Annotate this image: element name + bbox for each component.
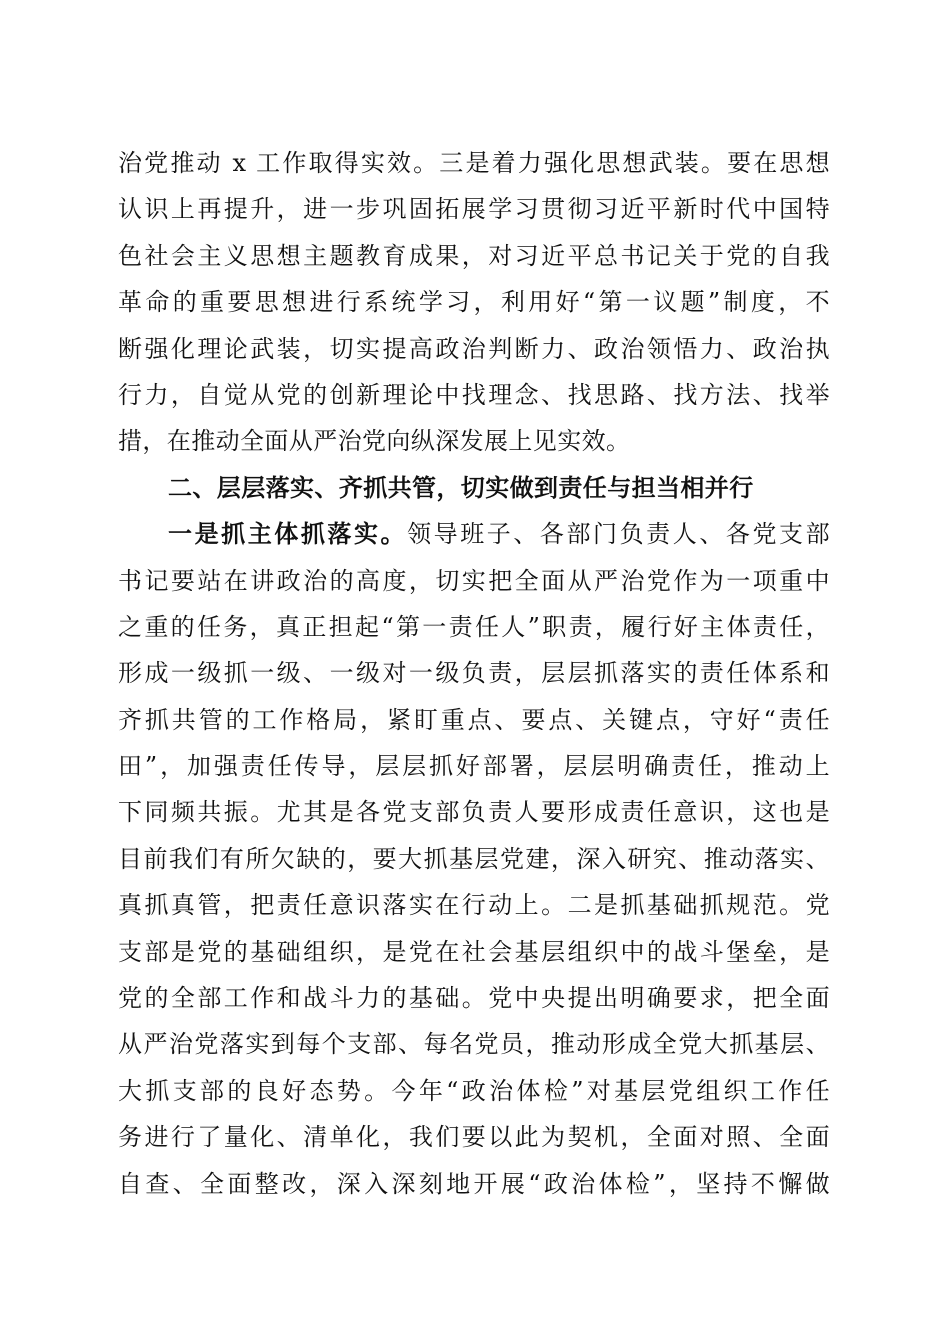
- paragraph-line: 党的全部工作和战斗力的基础。党中央提出明确要求，把全面: [118, 984, 830, 1013]
- document-body: [118, 140, 830, 1207]
- paragraph-line: 下同频共振。尤其是各党支部负责人要形成责任意识，这也是: [118, 798, 830, 827]
- paragraph-line: 治党推动 x 工作取得实效。三是着力强化思想武装。要在思想: [118, 149, 830, 177]
- paragraph-line: 革命的重要思想进行系统学习，利用好“第一议题”制度，不: [118, 288, 830, 317]
- paragraph-line: 之重的任务，真正担起“第一责任人”职责，履行好主体责任，: [118, 612, 830, 641]
- paragraph-line: 田”，加强责任传导，层层抓好部署，层层明确责任，推动上: [118, 752, 830, 781]
- paragraph-line: 书记要站在讲政治的高度，切实把全面从严治党作为一项重中: [118, 566, 830, 595]
- paragraph-line: 自查、全面整改，深入深刻地开展“政治体检”，坚持不懈做: [118, 1169, 830, 1198]
- paragraph-line: 色社会主义思想主题教育成果，对习近平总书记关于党的自我: [118, 241, 830, 270]
- paragraph-line: 认识上再提升，进一步巩固拓展学习贯彻习近平新时代中国特: [118, 195, 830, 224]
- section-heading: 二、层层落实、齐抓共管，切实做到责任与担当相并行: [168, 473, 754, 502]
- paragraph-line: 务进行了量化、清单化，我们要以此为契机，全面对照、全面: [118, 1123, 830, 1152]
- paragraph-line: 行力，自觉从党的创新理论中找理念、找思路、找方法、找举: [118, 380, 830, 409]
- paragraph-line: 大抓支部的良好态势。今年“政治体检”对基层党组织工作任: [118, 1076, 830, 1105]
- paragraph-line: 目前我们有所欠缺的，要大抓基层党建，深入研究、推动落实、: [118, 844, 830, 873]
- paragraph-line: 齐抓共管的工作格局，紧盯重点、要点、关键点，守好“责任: [118, 705, 830, 734]
- paragraph-line: 真抓真管，把责任意识落实在行动上。二是抓基础抓规范。党: [118, 891, 830, 920]
- paragraph-line: 从严治党落实到每个支部、每名党员，推动形成全党大抓基层、: [118, 1030, 830, 1059]
- paragraph-line: 形成一级抓一级、一级对一级负责，层层抓落实的责任体系和: [118, 659, 830, 688]
- paragraph-first-line: [118, 511, 830, 557]
- paragraph-first-line-rest: 领导班子、各部门负责人、各党支部: [407, 520, 830, 549]
- paragraph-line: 断强化理论武装，切实提高政治判断力、政治领悟力、政治执: [118, 334, 830, 363]
- paragraph-line: 支部是党的基础组织，是党在社会基层组织中的战斗堡垒，是: [118, 937, 830, 966]
- paragraph-line: 措，在推动全面从严治党向纵深发展上见实效。: [118, 427, 631, 456]
- paragraph-lead: 一是抓主体抓落实。: [168, 520, 408, 549]
